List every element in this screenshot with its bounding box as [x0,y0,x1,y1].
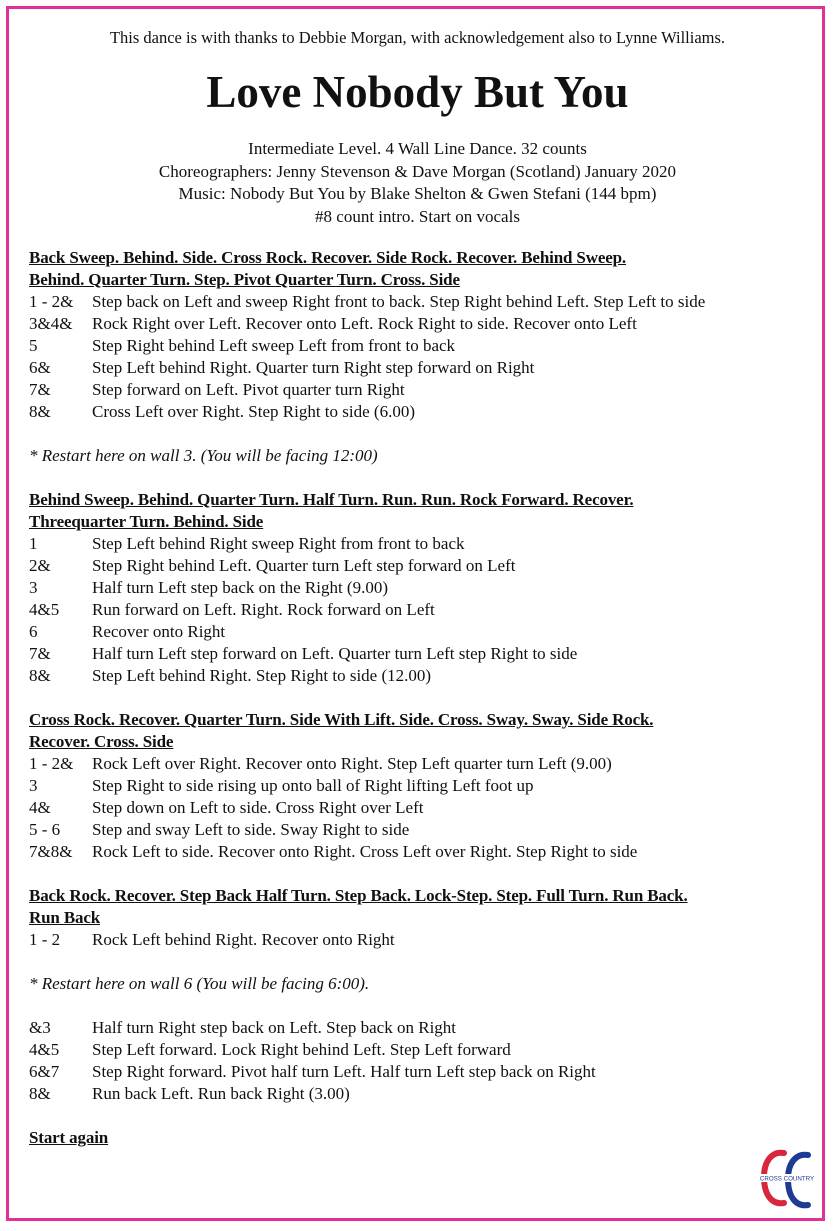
choreographers-line: Choreographers: Jenny Stevenson & Dave Morgan (Scotland) January 2020 [158,161,677,181]
step-row [29,357,819,379]
step-row [29,797,819,819]
step-text: Step Right forward. Pivot half turn Left. Half turn Left step back on Right [92,1062,596,1081]
step-text: Step Left forward. Lock Right behind Left. Step Left forward [92,1040,511,1059]
section-heading: Behind. Quarter Turn. Step. Pivot Quarter Turn. Cross. Side [29,270,460,289]
intro-line: #8 count intro. Start on vocals [315,206,520,226]
step-count: 1 - 2 [29,930,61,949]
step-count: 3 [29,578,38,597]
step-sheet [29,247,819,1149]
dance-title: Love Nobody But You [206,67,629,117]
step-row [29,643,819,665]
level-line: Intermediate Level. 4 Wall Line Dance. 32 counts [248,139,587,158]
step-count: 3 [29,776,38,795]
step-text: Step Left behind Right. Quarter turn Right step forward on Right [92,358,535,377]
step-text: Step down on Left to side. Cross Right over Left [92,798,424,817]
step-row [29,379,819,401]
section-heading: Run Back [29,908,101,927]
section-2 [29,489,819,687]
step-row [29,841,819,863]
step-text: Rock Right over Left. Recover onto Left. Rock Right to side. Recover onto Left [92,314,637,333]
step-count: 6 [29,622,38,641]
step-row [29,401,819,423]
step-text: Step and sway Left to side. Sway Right to side [92,820,410,839]
step-text: Half turn Left step forward on Left. Quarter turn Left step Right to side [92,644,578,663]
step-count: 8& [29,402,51,421]
step-count: 1 [29,534,38,553]
step-row [29,775,819,797]
step-text: Step Right to side rising up onto ball of Right lifting Left foot up [92,776,534,795]
step-count: 1 - 2& [29,292,74,311]
step-row [29,599,819,621]
step-row [29,621,819,643]
step-count: 4&5 [29,600,60,619]
step-text: Half turn Right step back on Left. Step back on Right [92,1018,457,1037]
step-row [29,1017,819,1039]
step-row [29,533,819,555]
logo-text: CROSS COUNTRY [759,1175,814,1183]
step-count: &3 [29,1018,51,1037]
step-count: 8& [29,1084,51,1103]
step-count: 4& [29,798,51,817]
step-row [29,291,819,313]
section-heading: Back Sweep. Behind. Side. Cross Rock. Recover. Side Rock. Recover. Behind Sweep. [29,248,627,267]
step-row [29,335,819,357]
step-row [29,1061,819,1083]
step-count: 7& [29,380,51,399]
step-text: Run back Left. Run back Right (3.00) [92,1084,350,1103]
step-row [29,819,819,841]
step-count: 7&8& [29,842,73,861]
section-1 [29,247,819,467]
section-heading: Threequarter Turn. Behind. Side [29,512,264,531]
step-row [29,1083,819,1105]
step-text: Half turn Left step back on the Right (9.00) [92,578,389,597]
dance-info [0,138,835,228]
step-text: Step Left behind Right. Step Right to side (12.00) [92,666,432,685]
step-row [29,555,819,577]
acknowledgement: This dance is with thanks to Debbie Morgan, with acknowledgement also to Lynne Williams. [109,28,726,47]
step-count: 6& [29,358,51,377]
step-count: 4&5 [29,1040,60,1059]
start-again-label: Start again [29,1128,109,1147]
step-count: 1 - 2& [29,754,74,773]
step-count: 6&7 [29,1062,60,1081]
step-text: Rock Left to side. Recover onto Right. Cross Left over Right. Step Right to side [92,842,638,861]
step-row [29,665,819,687]
section-heading: Back Rock. Recover. Step Back Half Turn. Step Back. Lock-Step. Step. Full Turn. Run Back. [29,886,688,905]
step-text: Cross Left over Right. Step Right to side (6.00) [92,402,415,421]
step-count: 8& [29,666,51,685]
step-text: Step Right behind Left. Quarter turn Left step forward on Left [92,556,516,575]
step-row [29,929,819,951]
step-row [29,753,819,775]
section-4 [29,885,819,1105]
step-text: Recover onto Right [92,622,226,641]
step-row [29,577,819,599]
step-text: Rock Left behind Right. Recover onto Right [92,930,395,949]
section-heading: Behind Sweep. Behind. Quarter Turn. Half Turn. Run. Run. Rock Forward. Recover. [29,490,634,509]
music-line: Music: Nobody But You by Blake Shelton & Gwen Stefani (144 bpm) [178,184,657,203]
step-text: Run forward on Left. Right. Rock forward on Left [92,600,435,619]
step-text: Step back on Left and sweep Right front to back. Step Right behind Left. Step Left to side [92,292,706,311]
section-heading: Recover. Cross. Side [29,732,174,751]
restart-note: * Restart here on wall 6 (You will be facing 6:00). [29,974,370,993]
step-count: 5 - 6 [29,820,61,839]
step-count: 7& [29,644,51,663]
step-text: Step forward on Left. Pivot quarter turn Right [92,380,405,399]
step-text: Rock Left over Right. Recover onto Right. Step Left quarter turn Left (9.00) [92,754,612,773]
step-count: 2& [29,556,51,575]
step-row [29,1039,819,1061]
step-count: 3&4& [29,314,73,333]
cross-country-logo [758,1145,814,1211]
step-text: Step Right behind Left sweep Left from front to back [92,336,456,355]
section-heading: Cross Rock. Recover. Quarter Turn. Side With Lift. Side. Cross. Sway. Sway. Side Rock. [29,710,654,729]
step-row [29,313,819,335]
step-text: Step Left behind Right sweep Right from front to back [92,534,465,553]
section-3 [29,709,819,863]
restart-note: * Restart here on wall 3. (You will be facing 12:00) [29,446,378,465]
step-count: 5 [29,336,38,355]
